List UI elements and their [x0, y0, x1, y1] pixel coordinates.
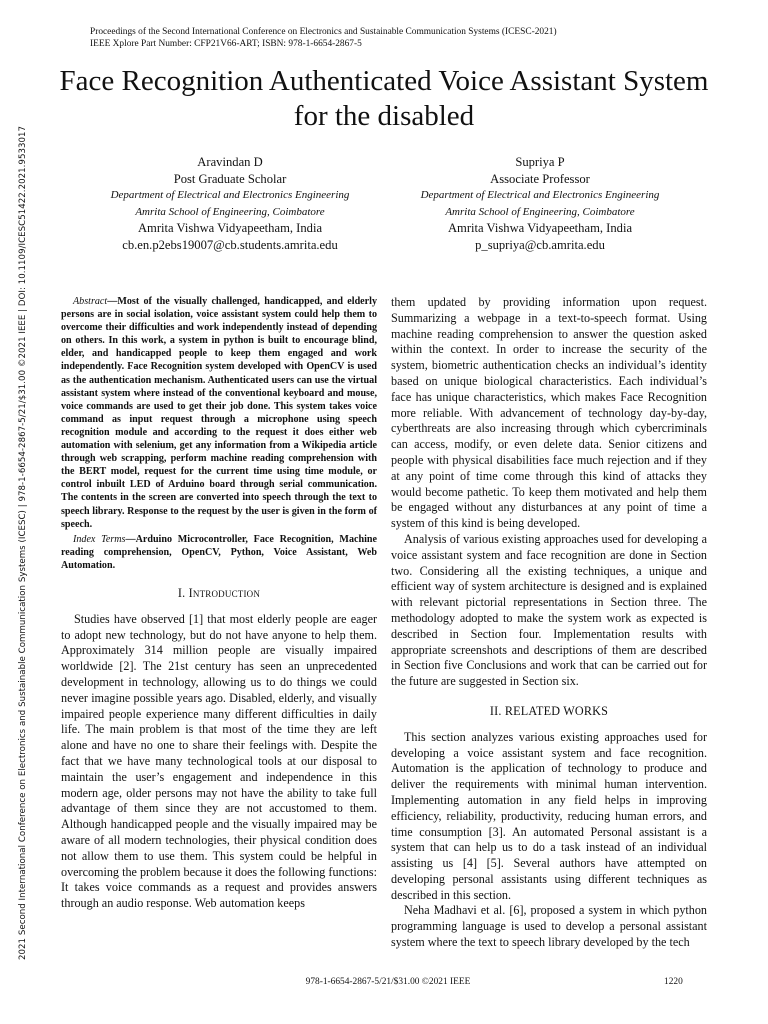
right-column	[391, 295, 707, 951]
paper-title: Face Recognition Authenticated Voice Assistant System for the disabled	[59, 65, 709, 132]
section-heading-introduction: I. Introduction	[177, 585, 261, 600]
author-school: Amrita School of Engineering, Coimbatore	[135, 205, 325, 218]
paragraph-related-1: This section analyzes various existing approaches used for developing a voice assistant system and face recognition. Automation is the application of technology to produce and deliver the requirements with minimal human intervention. Implementing automation in any field helps in improving efficiency, reliability, productivity, reducing human errors, and time consumption [3]. An automated Personal assistant is a system that can help us to do a task instead of an individual assisting us [4] [5]. Several authors have attempted on developing personal assistants using different techniques as described in this section.	[391, 729, 707, 902]
author-role: Associate Professor	[490, 171, 590, 186]
header-line-1: Proceedings of the Second International Conference on Electronics and Sustainable Communication Systems (ICESC-2021)	[90, 27, 557, 37]
paragraph-intro-1-continued: them updated by providing information upon request. Summarizing a webpage in a text-to-speech format. Using machine reading comprehension to answer the question asked within the context. In order to increase the security of the system, biometric authentication checks an individual’s identity based on unique biological characteristics. Each individual’s face has unique characteristics, which makes Face Recognition more reliable. With advancement of technology day-by-day, cyberthreats are also increasing through which cybercriminals can access, modify, or even delete data. Senior citizens and people with physical disabilities face much rejection and if they at any point of time come through this kind of attacks they would become pathetic. To keep them motivated and help them be engaged without any disturbances at any point of time a system of this kind is being developed.	[391, 295, 707, 531]
abstract-label: Abstract	[73, 296, 108, 307]
author-block-1	[70, 154, 390, 254]
abstract	[61, 295, 377, 531]
paragraph-related-2: Neha Madhavi et al. [6], proposed a system in which python programming language is used to develop a personal assistant system where the text to speech library developed by the tech	[391, 903, 707, 950]
section-heading-related-works: II. RELATED WORKS	[489, 703, 609, 718]
index-terms	[61, 533, 377, 572]
paragraph-intro-1: Studies have observed [1] that most elderly people are eager to adopt new technology, but do not have anyone to help them. Approximately 314 million people are visually impaired worldwide [2]. The 21st century has seen an unprecedented development in technology, allowing us to do things we could never imagine possible years ago. Disabled, elderly, and visually impaired people experience many different difficulties in daily life. The main problem is that most of the time they are left alone and have no one to share their feelings with. Despite the fact that we have many technological tools at our disposal to maintain the user’s engagement and independence in this modern age, older persons may not have the ability to take full advantage of them since they are not accustomed to them. Although handicapped people and the visually impaired may be aware of all modern technologies, their physical condition does not allow them to use them. This system could be helpful in overcoming the problem because it does the following functions: It takes voice commands as a request and provides answers through an audio response. Web automation keeps	[61, 611, 377, 911]
header-line-2: IEEE Xplore Part Number: CFP21V66-ART; ISBN: 978-1-6654-2867-5	[90, 39, 362, 49]
author-email: cb.en.p2ebs19007@cb.students.amrita.edu	[122, 237, 338, 252]
left-column	[61, 295, 377, 912]
proceedings-header	[90, 26, 710, 50]
author-role: Post Graduate Scholar	[173, 171, 287, 186]
doi-side-note: 2021 Second International Conference on Electronics and Sustainable Communication Systems (ICESC) | 978-1-6654-2867-5/21/$31.00 ©2021 IEEE | DOI: 10.1109/ICESC51422.2021.9533017	[18, 125, 28, 960]
page-number: 1220	[664, 977, 683, 987]
index-terms-text: —Arduino Microcontroller, Face Recognition, Machine reading comprehension, OpenCV, Python, Voice Assistant, Web Automation.	[61, 533, 377, 571]
author-email: p_supriya@cb.amrita.edu	[475, 237, 605, 252]
author-university: Amrita Vishwa Vidyapeetham, India	[137, 221, 323, 236]
author-name: Supriya P	[515, 155, 565, 169]
author-department: Department of Electrical and Electronics Engineering	[420, 189, 660, 202]
author-university: Amrita Vishwa Vidyapeetham, India	[447, 221, 633, 236]
author-block-2	[380, 154, 700, 254]
abstract-text: —Most of the visually challenged, handicapped, and elderly persons are in social isolation, voice assistant system could help them to overcome their difficulties and work independently instead of depending on others. In this work, a system in python is built to encourage blind, elder, and handicapped people to keep them engaged and work independently. Face Recognition system developed with OpenCV is used as the authentication mechanism. Authenticated users can use the virtual assistant system where instead of the conventional keyboard and mouse, voice commands are used to get their job done. This system takes voice command as input request through a microphone using speech recognition module and according to the request it does either web automation with selenium, get any information from a Wikipedia article through web scrapping, perform machine reading comprehension with the BERT model, request for the current time using time module, or control inbuilt LED of Arduino board through serial communication. The contents in the screen are converted into speech through the text to speech library. Response to the request by the user is given in the form of speech.	[61, 296, 377, 530]
author-name: Aravindan D	[197, 155, 263, 169]
footer-copyright: 978-1-6654-2867-5/21/$31.00 ©2021 IEEE	[305, 977, 471, 987]
author-school: Amrita School of Engineering, Coimbatore	[445, 205, 635, 218]
index-terms-label: Index Terms	[73, 533, 126, 545]
paragraph-intro-2: Analysis of various existing approaches used for developing a voice assistant system and face recognition are done in Section two. Considering all the existing techniques, a unique and efficient way of system architecture is designed and is explained with relevant pictorial representations in Section three. The methodology adopted to make the system work as expected is described in Section four. Implementation results with appropriate screenshots and descriptions of them are described in Section five Conclusions and work that can be carried out for the future are suggested in Section six.	[391, 531, 707, 689]
author-department: Department of Electrical and Electronics Engineering	[110, 189, 350, 202]
